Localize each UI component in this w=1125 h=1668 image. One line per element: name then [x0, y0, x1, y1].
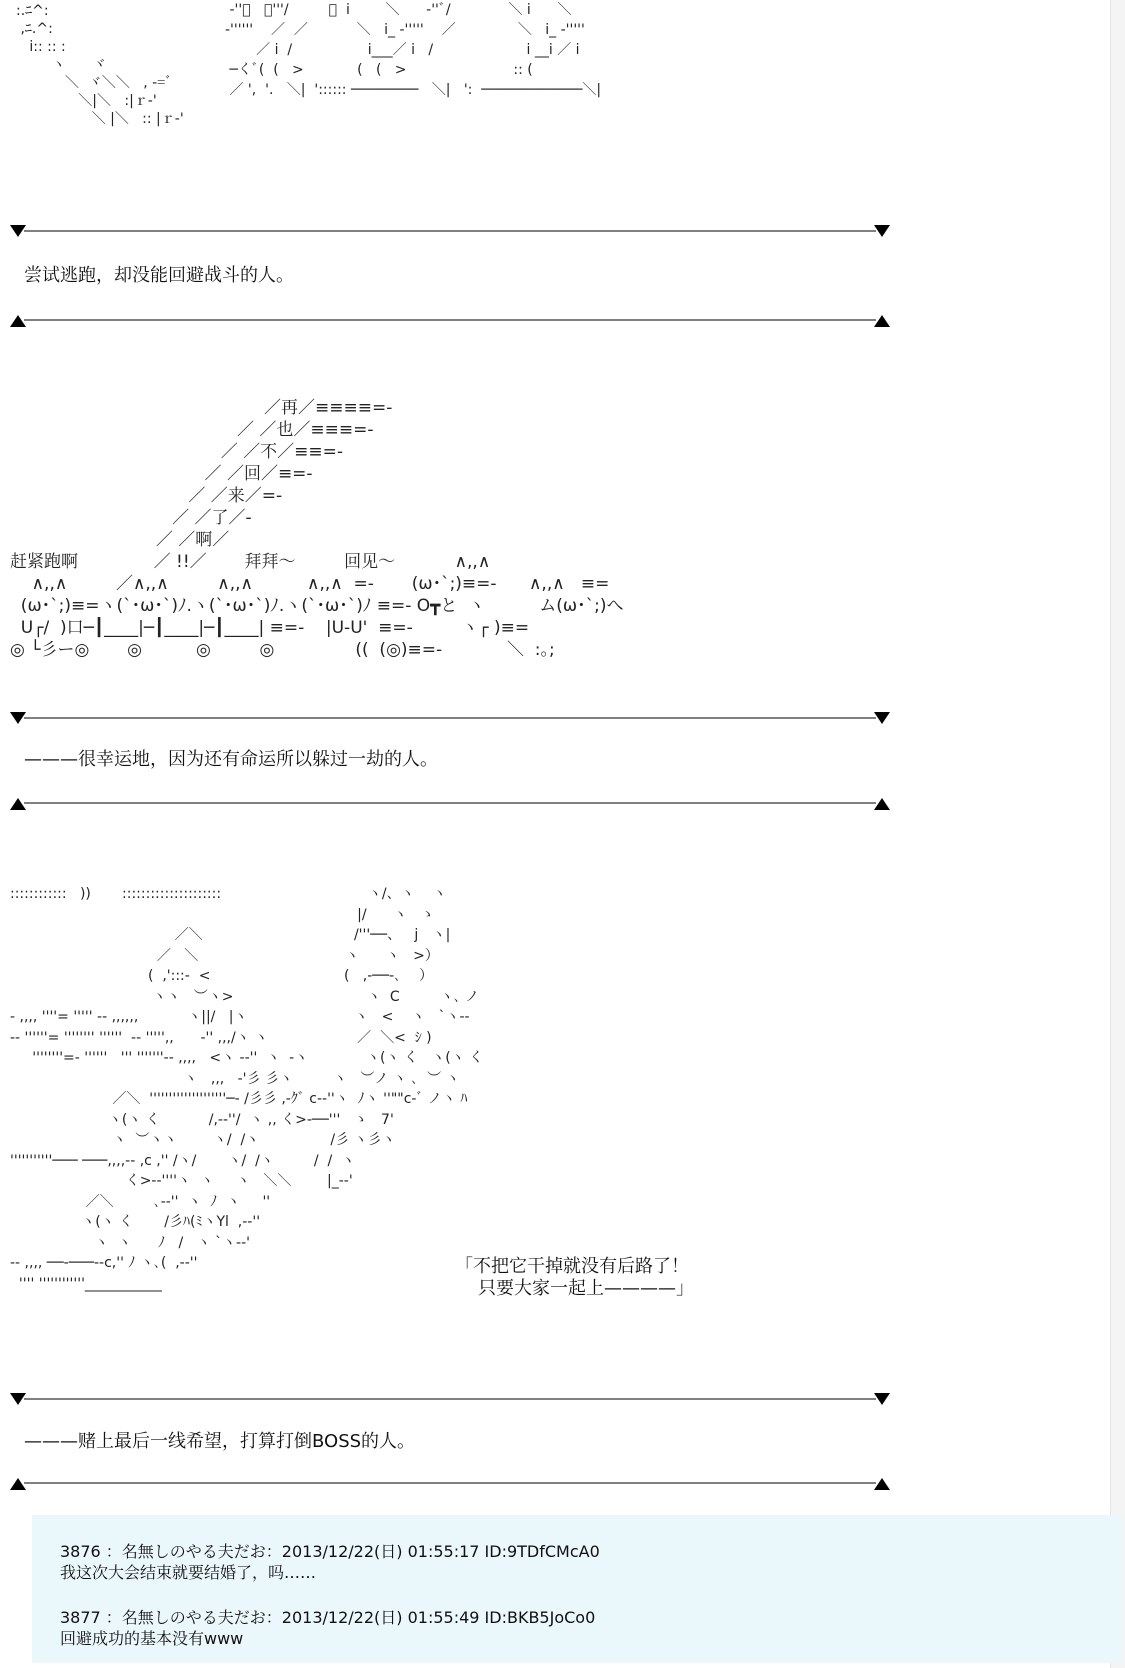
replies-panel: [32, 1515, 1122, 1663]
top-ascii-art: :.ﾆ^: ,ﾆ.^: i:: :: : ヽ ヾ ＼ ヾ＼＼ , -=ﾞ ＼|＼ :|ｒ-' ＼ |＼ :: |ｒ-': [16, 3, 184, 127]
separator-line: [10, 1474, 890, 1494]
separator-down-3: [10, 1390, 890, 1410]
quote-line-1: 「不把它干掉就没有后路了！: [455, 1256, 689, 1277]
separator-up-2: [10, 794, 890, 814]
caption-3: ———赌上最后一线希望，打算打倒BOSS的人。: [24, 1431, 416, 1452]
separator-line: [10, 794, 890, 814]
separator-line: [10, 222, 890, 242]
reply-body-3876: 我这次大会结束就要结婚了，吗……: [60, 1563, 317, 1582]
separator-up-1: [10, 311, 890, 331]
caption-1: 尝试逃跑，却没能回避战斗的人。: [24, 265, 294, 286]
battle-ascii-art: :::::::::::: )) ::::::::::::::::::::: ヽ/、ヽ ヽ |/ ヽ ゝ ／＼ /'''──、 j ヽ| ／ ＼ ヽ ヽ >） ( ,':::- < ( ,-──-､ ） ヽヽ ︶ヽ> ヽ C ヽ､ ノ - ,,,, ''''= ''''' -- ,,,,,, ヽ||/ |ヽ ヽ < ヽ `ヽ-- -- ''''''= '''''''' '''''' -- ''''',, -'' ,,,/ヽ ヽ ／ ＼< ｼ ) ''''''''=- '''''' ''' '''''''-- ,,,, <ヽ -‐'' ヽ -ヽ ヽ(ヽ く ヽ(ヽ く ヽ ,,, -'彡 彡ヽ ヽ ︶ノ ヽ ､ ︶ ヽ ／＼ ''''''''''''''''''''─‐ /彡彡 ,-ｸﾞ c-‐''ヽ ﾉヽ ''""c-ﾞ ノヽ ﾊ ヽ(ヽ く /,-‐''/ ヽ ,, く>-──''' ゝ 7' ヽ ︶ヽヽ ヽ/ /ヽ /彡 ヽ彡ヽ '''''''''''─── ───,,,,-- ,c ,'' /ヽ/ ヽ/ /ヽ / / ヽ く>-‐''''ヽ ヽ ヽ ＼＼ |_-‐' ／＼ ､-‐'' ヽ ﾉ ヽ '' ヽ(ヽ く /彡ﾊ(ﾐヽYl ,-‐'' ヽ ヽ ﾉ / ヽ `ヽ-‐' -- ,,,, ──‐───--c,'' ﾉ ヽ､( ,-‐'' '''' ''''''''''''___________: [10, 886, 484, 1292]
reply-header-3877: 3877 ：名無しのやる夫だお：2013/12/22(日) 01:55:49 ID:BKB5JoCo0: [60, 1608, 596, 1627]
separator-up-3: [10, 1474, 890, 1494]
reply-header-3876: 3876 ：名無しのやる夫だお：2013/12/22(日) 01:55:17 ID:9TDfCMcA0: [60, 1542, 600, 1561]
running-cats-ascii-art: ／再／≡≡≡≡=- ／ ／也／≡≡≡=- ／ ／不／≡≡=- ／ ／回／≡=- ／ ／来／=- ／ ／了／- ／ ／啊／ 赶紧跑啊 ／ !!／ 拜拜～ 回见～ ∧,,∧ ∧,,∧ ／∧,,∧ ∧,,∧ ∧,,∧ =- (ω･`;)≡=- ∧,,∧ ≡= (ω･`;)≡=ヽ(`･ω･`)ﾉ.ヽ(`･ω･`)ﾉ.ヽ(`･ω･`)ﾉ ≡=- O┳と ヽ ム(ω･`;)へ U┌/ )口─┃____|─┃____|─┃____| ≡=- |U-U' ≡=- ヽ┌ )≡= ◎ └彡ー◎ ◎ ◎ ◎ (( (◎)≡=- ＼ :｡;: [10, 398, 624, 660]
separator-line: [10, 1390, 890, 1410]
separator-down-1: [10, 222, 890, 242]
separator-line: [10, 311, 890, 331]
top-right-ascii-art: -''ﾞ ／'''/ ＼ i ＼ -''ﾞ/ ＼ i ＼ -'''''' ／ ／ ＼ i_ -''''' ／ ＼ i_ -''''' ／ i / i___／ i / i __i ／ i ─くﾞ( ( > ( ( > :: ( ／ ', '. ＼| ':::::: ──────── ＼| ': ────────────＼|: [225, 2, 602, 98]
quote-line-2: 只要大家一起上————」: [478, 1278, 694, 1299]
separator-down-2: [10, 709, 890, 729]
scrollbar-track[interactable]: [1110, 0, 1125, 1668]
caption-2: ———很幸运地，因为还有命运所以躲过一劫的人。: [24, 749, 438, 770]
reply-body-3877: 回避成功的基本没有www: [60, 1629, 244, 1648]
separator-line: [10, 709, 890, 729]
